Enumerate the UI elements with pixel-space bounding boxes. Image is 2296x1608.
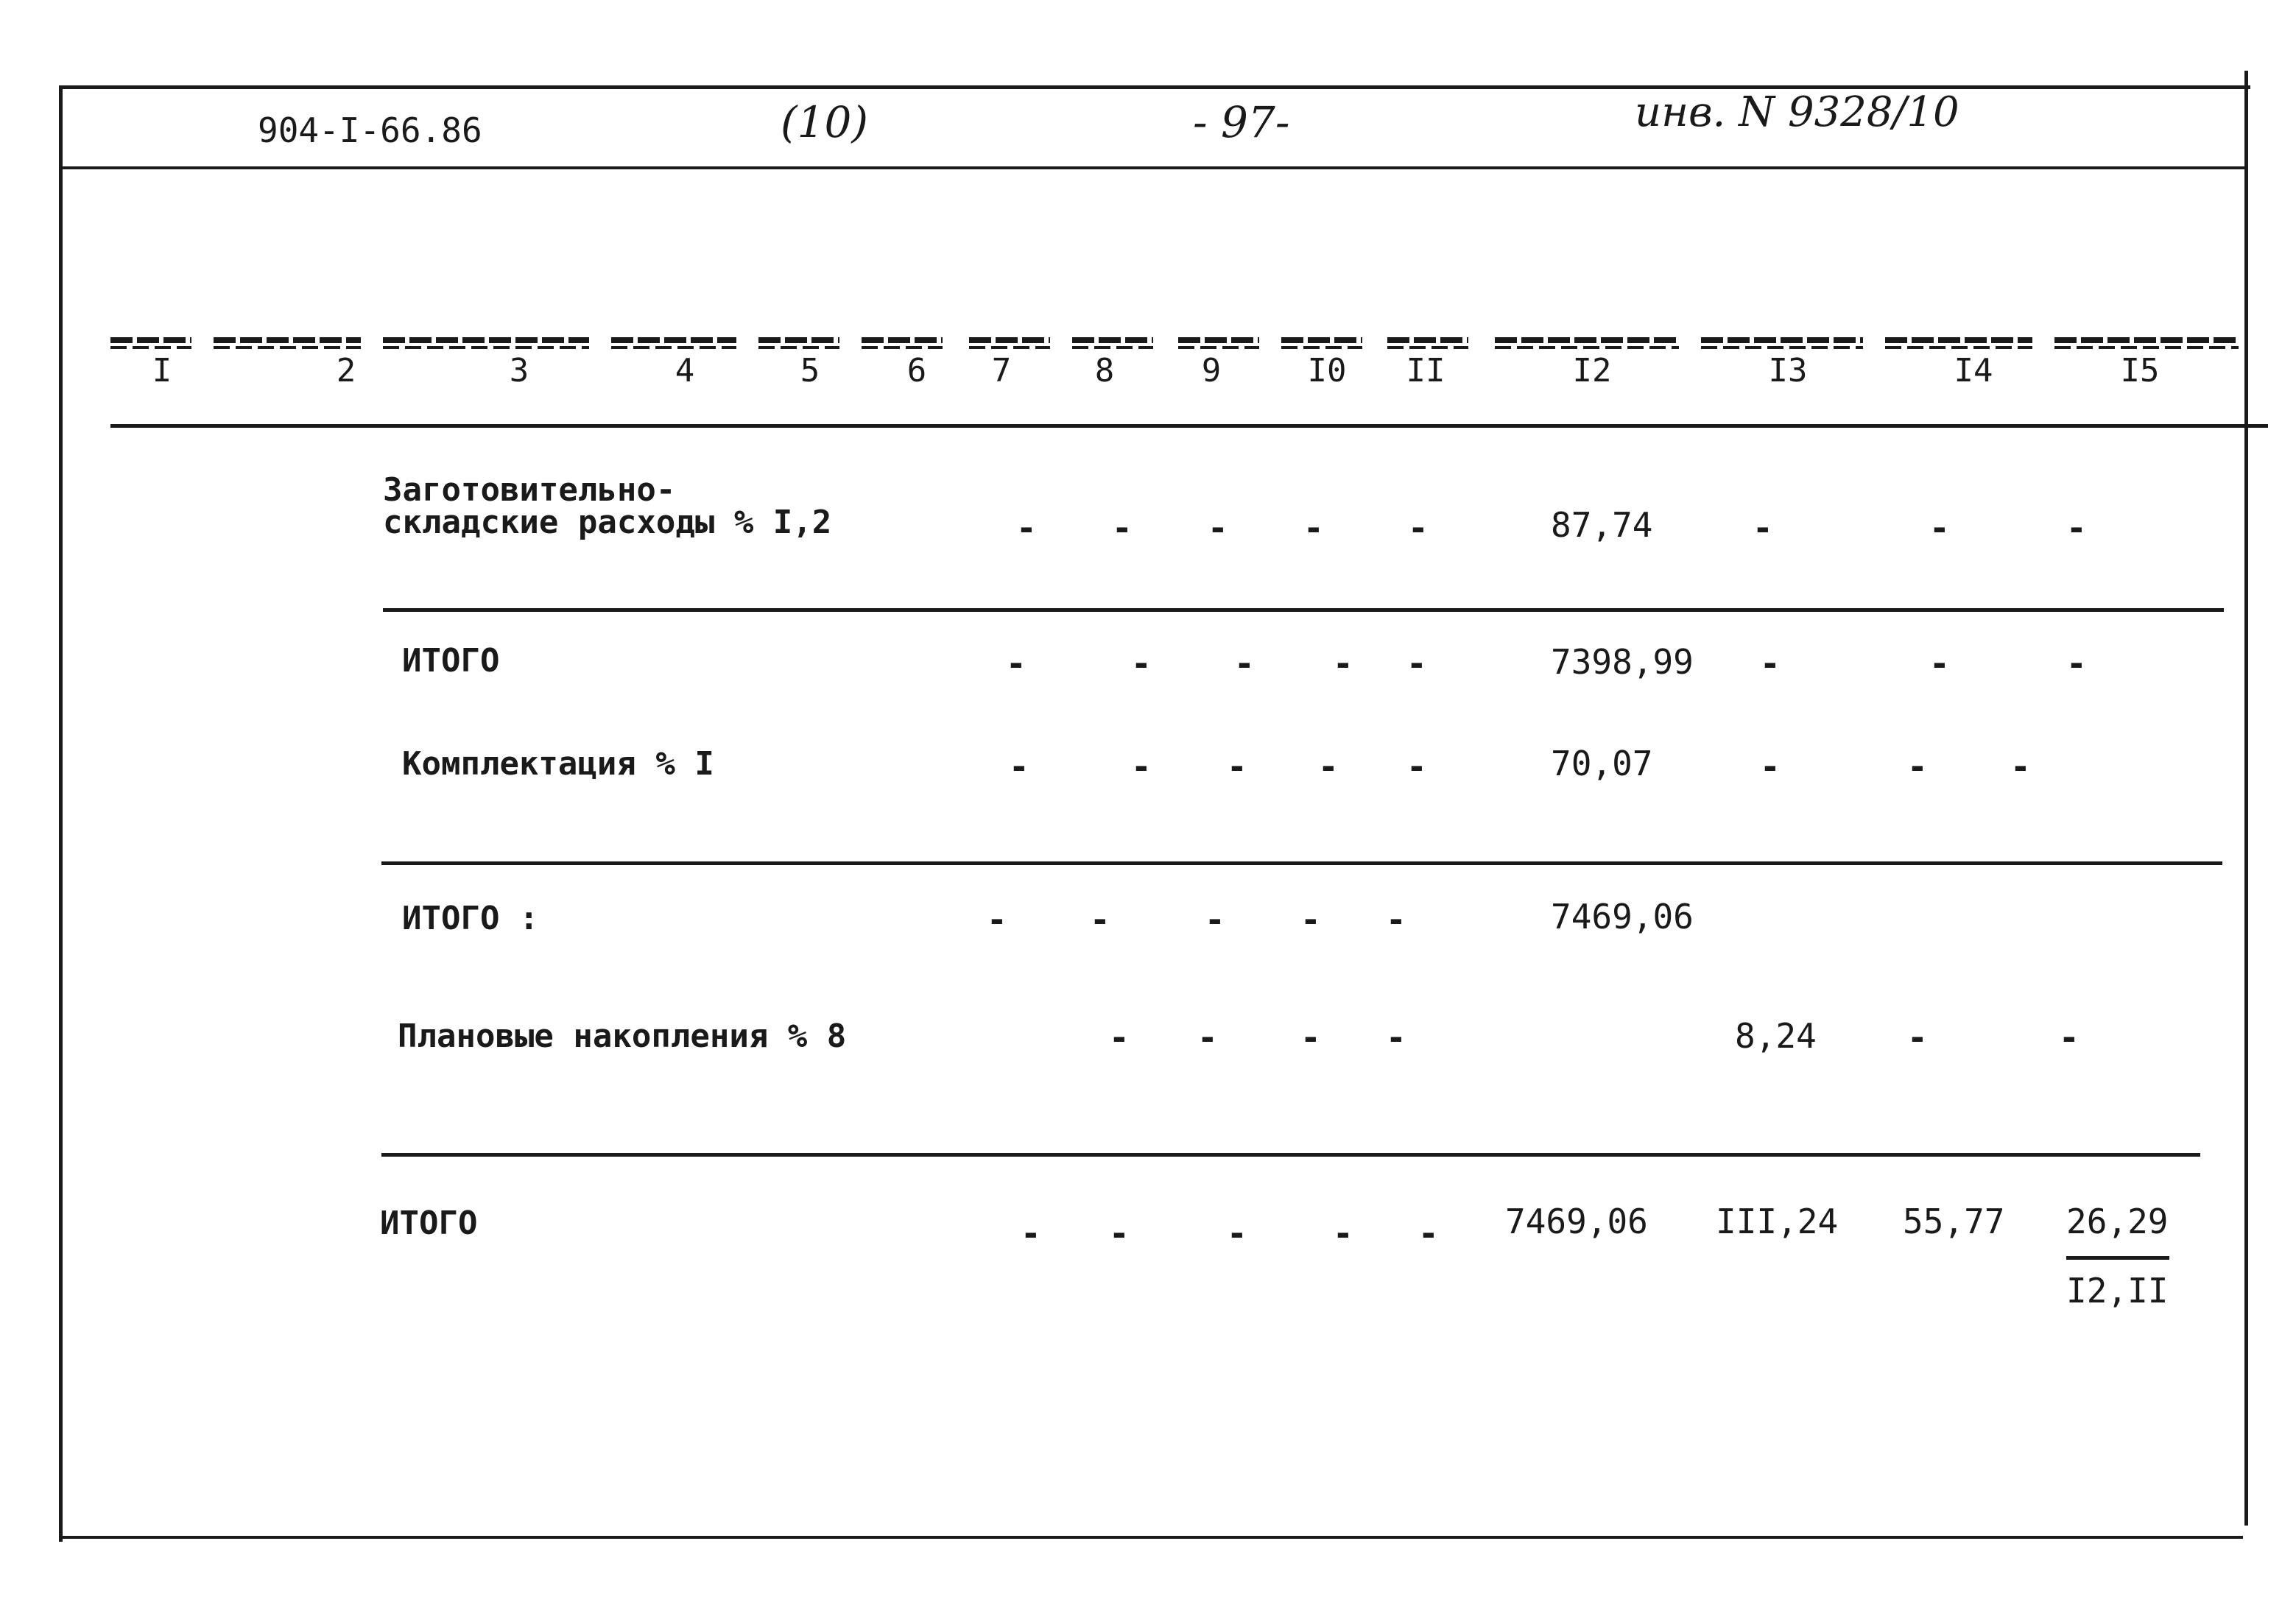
cell-dash: - xyxy=(1131,643,1152,683)
cell-dash: - xyxy=(1406,747,1427,786)
cell-col12: 70,07 xyxy=(1551,744,1653,783)
column-number-10: I0 xyxy=(1307,352,1347,389)
cell-dash: - xyxy=(1408,508,1429,548)
row-label: Плановые накопления % 8 xyxy=(398,1018,847,1055)
document-code: 904-I-66.86 xyxy=(258,110,482,150)
frame-right-border xyxy=(2244,71,2248,1526)
row-label: ИТОГО : xyxy=(402,900,539,937)
cell-dash: - xyxy=(1006,643,1026,683)
row-label: ИТОГО xyxy=(402,642,500,680)
cell-col15-numerator: 26,29 xyxy=(2066,1202,2169,1241)
column-number-4: 4 xyxy=(675,352,695,389)
cell-dash: - xyxy=(1318,747,1339,786)
page-number: - 97- xyxy=(1193,97,1290,147)
column-number-6: 6 xyxy=(906,352,927,389)
cell-dash: - xyxy=(1021,1213,1041,1253)
cell-col12: 87,74 xyxy=(1551,505,1653,545)
cell-col14: - xyxy=(1929,643,1950,683)
column-number-13: I3 xyxy=(1768,352,1808,389)
row-separator xyxy=(381,861,2222,865)
frame-bottom-border xyxy=(59,1536,2243,1539)
column-number-9: 9 xyxy=(1201,352,1222,389)
row-label-line1: Заготовительно- xyxy=(383,471,676,509)
cell-col15: - xyxy=(2010,747,2031,786)
cell-dash: - xyxy=(987,900,1007,939)
cell-col12: 7469,06 xyxy=(1505,1202,1648,1241)
cell-dash: - xyxy=(1227,1213,1247,1253)
frame-left-border xyxy=(59,85,63,1542)
cell-col15: - xyxy=(2059,1018,2080,1057)
cell-col14: 55,77 xyxy=(1903,1202,2005,1241)
cell-dash: - xyxy=(1418,1213,1439,1253)
album-number: (10) xyxy=(781,97,869,147)
column-number-8: 8 xyxy=(1094,352,1115,389)
header-rule xyxy=(62,166,2246,169)
cell-col15: - xyxy=(2066,643,2087,683)
cell-col14: - xyxy=(1907,747,1928,786)
cell-col15: - xyxy=(2066,508,2087,548)
row-label: ИТОГО xyxy=(380,1205,478,1242)
column-number-14: I4 xyxy=(1954,352,1993,389)
cell-dash: - xyxy=(1112,508,1133,548)
cell-dash: - xyxy=(1406,643,1427,683)
cell-dash: - xyxy=(1009,747,1029,786)
cell-dash: - xyxy=(1208,508,1228,548)
cell-col13: III,24 xyxy=(1716,1202,1839,1241)
cell-col15-denominator: I2,II xyxy=(2066,1271,2169,1311)
cell-dash: - xyxy=(1386,1018,1406,1057)
cell-dash: - xyxy=(1197,1018,1218,1057)
column-number-7: 7 xyxy=(991,352,1012,389)
row-separator xyxy=(383,608,2224,612)
cell-col12: 7398,99 xyxy=(1551,642,1694,682)
cell-dash: - xyxy=(1131,747,1152,786)
cell-dash: - xyxy=(1234,643,1255,683)
column-number-2: 2 xyxy=(336,352,356,389)
cell-col13: - xyxy=(1753,508,1773,548)
cell-dash: - xyxy=(1016,508,1037,548)
column-number-3: 3 xyxy=(509,352,529,389)
cell-col13: - xyxy=(1760,747,1781,786)
cell-col14: - xyxy=(1929,508,1950,548)
cell-col12: 7469,06 xyxy=(1551,897,1694,937)
cell-dash: - xyxy=(1090,900,1110,939)
cell-dash: - xyxy=(1386,900,1406,939)
row-label-line2: складские расходы % I,2 xyxy=(383,504,832,541)
column-header-rule xyxy=(110,424,2268,428)
column-number-5: 5 xyxy=(800,352,820,389)
row-label: Комплектация % I xyxy=(402,745,714,783)
cell-dash: - xyxy=(1205,900,1225,939)
column-number-12: I2 xyxy=(1572,352,1612,389)
cell-dash: - xyxy=(1333,643,1353,683)
cell-dash: - xyxy=(1303,508,1324,548)
cell-dash: - xyxy=(1109,1213,1130,1253)
cell-dash: - xyxy=(1227,747,1247,786)
row-separator xyxy=(381,1153,2200,1157)
column-number-1: I xyxy=(152,352,172,389)
cell-dash: - xyxy=(1333,1213,1353,1253)
cell-col13: 8,24 xyxy=(1735,1016,1817,1056)
column-number-15: I5 xyxy=(2120,352,2160,389)
cell-dash: - xyxy=(1109,1018,1130,1057)
column-number-11: II xyxy=(1406,352,1445,389)
cell-dash: - xyxy=(1300,900,1321,939)
cell-col13: - xyxy=(1760,643,1781,683)
fraction-bar xyxy=(2066,1256,2169,1260)
cell-dash: - xyxy=(1300,1018,1321,1057)
inventory-number: инв. N 9328/10 xyxy=(1635,88,1959,136)
cell-col14: - xyxy=(1907,1018,1928,1057)
